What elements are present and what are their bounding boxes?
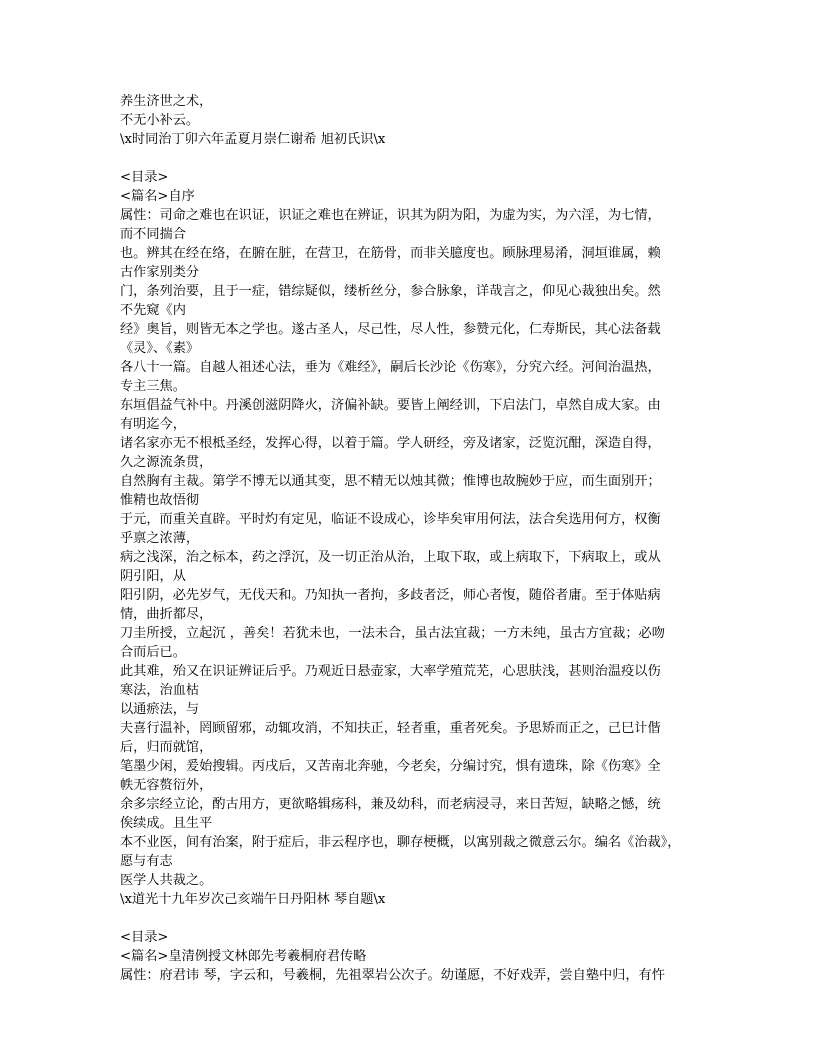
text-line: 惟精也故悟彻	[120, 493, 200, 508]
text-line: <篇名>自序	[120, 189, 195, 204]
text-line: 久之源流条贯，	[120, 455, 213, 470]
text-line: 于元，而重关直辟。平时灼有定见，临证不设成心，诊毕矣审用何法，法合矣选用何方，权衡	[120, 512, 661, 527]
text-line: 自然胸有主裁。第学不博无以通其变，思不精无以烛其微；惟博也故腕妙于应，而生面别开；	[120, 474, 661, 489]
text-line: 也。辨其在经在络，在腑在脏，在营卫，在筋骨，而非关臆度也。顾脉理易淆，洞垣谁属，赖	[120, 246, 661, 261]
text-line: 情，曲折都尽，	[120, 607, 213, 622]
text-line: 养生济世之术，	[120, 94, 213, 109]
text-line: <篇名>皇清例授文林郎先考羲桐府君传略	[120, 949, 367, 964]
text-line: 古作家别类分	[120, 265, 200, 280]
text-line: 以通瘀法，与	[120, 702, 200, 717]
text-line: 此其难，殆又在识证辨证后乎。乃观近日悬壶家，大率学殖荒芜，心思肤浅，甚则治温疫以伤	[120, 664, 661, 679]
text-line: 寒法，治血枯	[120, 683, 200, 698]
text-line: 愿与有志	[120, 854, 173, 869]
text-line: <目录>	[120, 170, 169, 185]
text-line: 医学人共裁之。	[120, 873, 213, 888]
text-line: 而不同揣合	[120, 227, 186, 242]
text-line: 东垣倡益气补中。丹溪创滋阴降火，济偏补缺。要皆上阐经训，下启法门，卓然自成大家。由	[120, 398, 661, 413]
text-line: 经》奥旨，则皆无本之学也。遂古圣人，尽己性，尽人性，参赞元化，仁寿斯民，其心法备载	[120, 322, 661, 337]
text-line: 专主三焦。	[120, 379, 186, 394]
text-line: 诸名家亦无不根柢圣经，发挥心得，以着于篇。学人研经，旁及诸家，泛览沉酣，深造自得，	[120, 436, 661, 451]
text-line: \x道光十九年岁次己亥端午日丹阳林 琴自题\x	[120, 892, 386, 907]
text-line: 属性：司命之难也在识证，识证之难也在辨证，识其为阴为阳，为虚为实，为六淫，为七情，	[120, 208, 661, 223]
text-line: 属性：府君讳 琴，字云和，号羲桐，先祖翠岩公次子。幼谨愿，不好戏弄，尝自塾中归，有忤	[120, 968, 665, 983]
text-line: <目录>	[120, 930, 169, 945]
text-line: 后，归而就馆，	[120, 740, 213, 755]
text-line: 阴引阳，从	[120, 569, 186, 584]
text-line: 刀圭所授，立起沉 ，善矣！若犹未也，一法未合，虽古法宜裁；一方未纯，虽古方宜裁；必吻	[120, 626, 665, 641]
text-line: 有明迄今，	[120, 417, 186, 432]
document-page	[120, 92, 705, 985]
blank-line	[120, 909, 705, 928]
text-line: 合而后已。	[120, 645, 186, 660]
text-line: 门，条列治要，且于一症，错综疑似，缕析丝分，参合脉象，详哉言之，仰见心裁独出矣。然	[120, 284, 661, 299]
text-line: 笔墨少闲，爰始搜辑。丙戌后，又苦南北奔驰，今老矣，分编讨究，惧有遗珠，除《伤寒》全	[120, 759, 661, 774]
text-line: 乎禀之浓薄，	[120, 531, 200, 546]
text-line: 不无小补云。	[120, 113, 200, 128]
text-line: 不先窥《内	[120, 303, 186, 318]
text-line: 阳引阴，必先岁气，无伐天和。乃知执一者拘，多歧者泛，师心者愎，随俗者庸。至于体贴病	[120, 588, 661, 603]
text-line: 病之浅深，治之标本，药之浮沉，及一切正治从治，上取下取，或上病取下，下病取上，或从	[120, 550, 661, 565]
text-line: 《灵》、《素》	[120, 341, 200, 356]
text-line: \x时同治丁卯六年孟夏月崇仁谢希 旭初氏识\x	[120, 132, 386, 147]
text-line: 俟续成。且生平	[120, 816, 213, 831]
text-line: 各八十一篇。自越人祖述心法，垂为《难经》，嗣后长沙论《伤寒》，分究六经。河间治温热，	[120, 360, 661, 375]
text-line: 本不业医，间有治案，附于症后，非云程序也，聊存梗概，以寓别裁之微意云尔。编名《治裁》，	[120, 835, 681, 850]
text-line: 余多宗经立论，酌古用方，更欲略辑疡科，兼及幼科，而老病浸寻，来日苦短，缺略之憾，统	[120, 797, 661, 812]
text-line: 帙无容赘衍外，	[120, 778, 213, 793]
blank-line	[120, 149, 705, 168]
text-line: 夫喜行温补，罔顾留邪，动辄攻消，不知扶正，轻者重，重者死矣。予思矫而正之，己巳计偕	[120, 721, 661, 736]
